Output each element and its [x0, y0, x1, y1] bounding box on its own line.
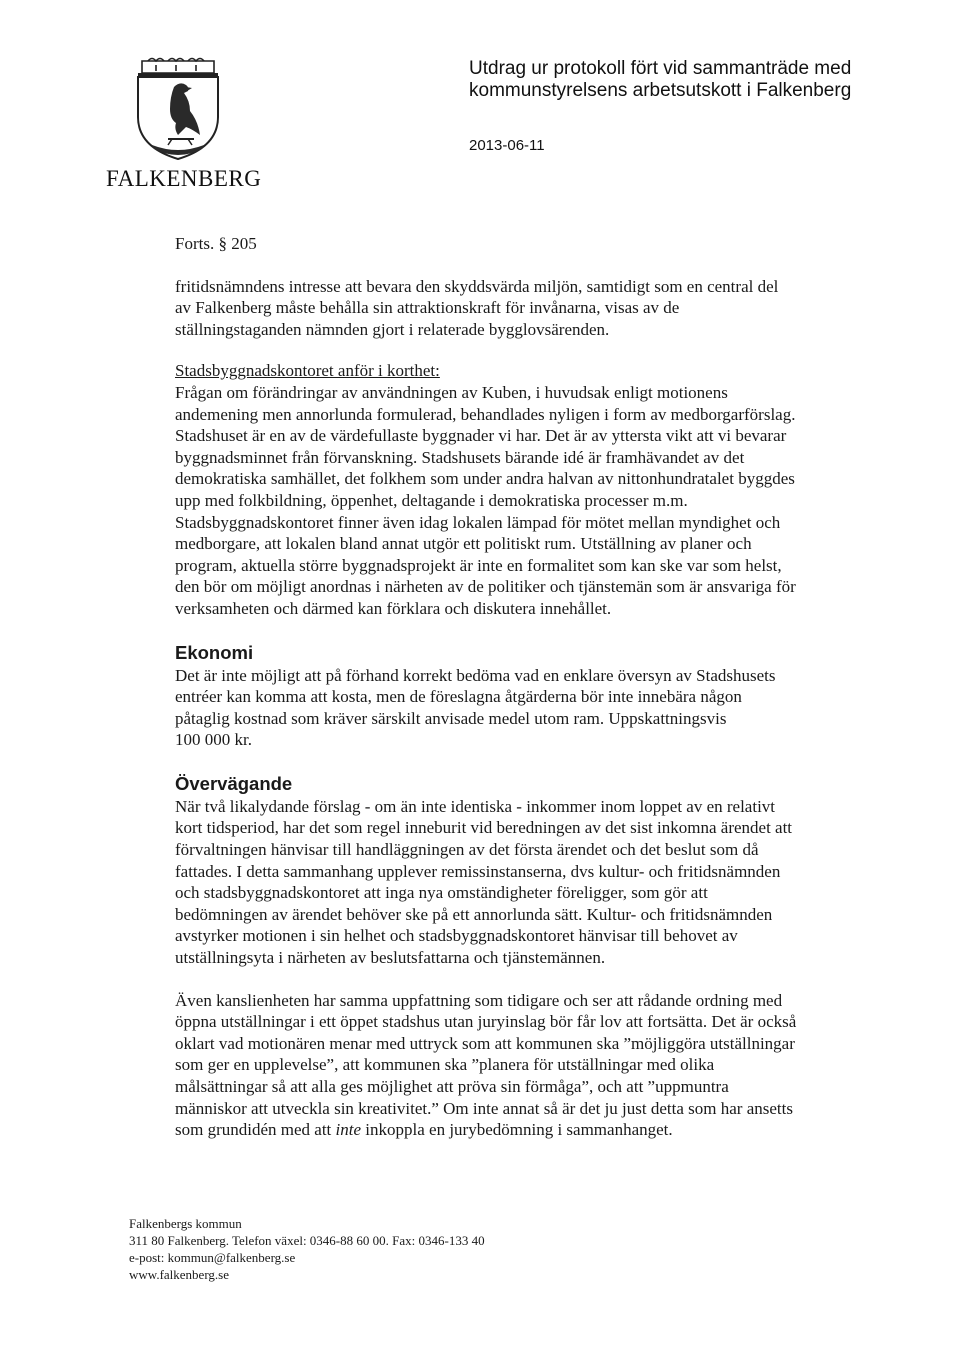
ekonomi-paragraph: [175, 665, 875, 751]
text-line: som ger en upplevelse”, att kommunen ska ”planera för utställningar med olika: [175, 1055, 715, 1075]
text-line: 100 000 kr.: [175, 730, 252, 750]
text-line: upp med folkbildning, öppenhet, deltagande i demokratiska processer m.m.: [175, 490, 688, 510]
emphasis-text: inte: [335, 1120, 362, 1140]
text-line: verksamheten och därmed kan förklara och diskutera innehållet.: [175, 598, 612, 618]
sbk-heading: Stadsbyggnadskontoret anför i korthet:: [175, 361, 440, 381]
text-line: andemening men annorlunda formulerad, behandlades nyligen i form av medborgarförslag.: [175, 404, 796, 424]
title-line: Utdrag ur protokoll fört vid sammanträde med: [469, 58, 852, 79]
text-line: [175, 1119, 875, 1141]
footer-org: Falkenbergs kommun: [129, 1216, 242, 1231]
text-line: När två likalydande förslag - om än inte identiska - inkommer inom loppet av en relativt: [175, 796, 776, 816]
title-line: kommunstyrelsens arbetsutskott i Falkenberg: [469, 80, 852, 101]
coat-of-arms-logo: [128, 55, 228, 165]
footer-address: 311 80 Falkenberg. Telefon växel: 0346-88 60 00. Fax: 0346-133 40: [129, 1233, 485, 1248]
text-line: öppna utställningar i ett öppet stadshus utan juryinslag bör får lov att fortsätta. Det är också: [175, 1012, 797, 1032]
text-line: förvaltningen hänvisar till handläggningen av det första ärendet och det beslut som då: [175, 840, 759, 860]
text-line: ställningstaganden nämnden gjort i relaterade bygglovsärenden.: [175, 319, 610, 339]
text-line: Även kanslienheten har samma uppfattning som tidigare och ser att rådande ordning med: [175, 990, 783, 1010]
text-line: oklart vad motionären menar med uttryck som att kommunen ska ”möjliggöra utställningar: [175, 1033, 795, 1053]
footer-website[interactable]: www.falkenberg.se: [129, 1267, 229, 1282]
section-heading-ekonomi: Ekonomi: [175, 641, 254, 663]
document-title: [469, 58, 909, 102]
text-line: fritidsnämndens intresse att bevara den skyddsvärda miljön, samtidigt som en central del: [175, 276, 779, 296]
text-fragment: inkoppla en jurybedömning i sammanhanget.: [361, 1120, 673, 1140]
paragraph-reference: Forts. § 205: [175, 234, 257, 253]
text-line: påtaglig kostnad som kräver särskilt anvisade medel utom ram. Uppskattningsvis: [175, 708, 727, 728]
text-line: målsättningar så att alla ges möjlighet att pröva sin förmåga”, och att ”uppmuntra: [175, 1077, 729, 1096]
document-footer: [129, 1215, 485, 1283]
text-line: bedömningen av ärendet behöver ske på ett annorlunda sätt. Kultur- och fritidsnämnden: [175, 904, 773, 924]
document-date: 2013-06-11: [469, 137, 545, 154]
text-line: avstyrker motionen i sin helhet och stadsbyggnadskontoret hänvisar till behovet av: [175, 926, 738, 946]
text-line: den bör om möjligt anordnas i närheten av de politiker och tjänstemän som är ansvariga för: [175, 577, 796, 597]
final-paragraph: [175, 990, 875, 1141]
text-line: människor att utveckla sin kreativitet.” Om inte annat så är det ju just detta som har ansetts: [175, 1098, 793, 1118]
text-line: demokratiska samhället, det folkhem som under andra halvan av nittonhundratalet byggdes: [175, 469, 795, 489]
text-line: utställningsyta i närheten av beslutsfattarna och tjänstemännen.: [175, 948, 606, 968]
text-line: Stadsbyggnadskontoret finner även idag lokalen lämpad för mötet mellan myndighet och: [175, 512, 781, 532]
footer-email[interactable]: e-post: kommun@falkenberg.se: [129, 1250, 296, 1265]
text-line: program, aktuella större byggnadsprojekt är inte en formalitet som kan ske var som helst,: [175, 555, 782, 575]
municipality-name: FALKENBERG: [106, 166, 262, 191]
text-line: kort tidsperiod, har det som regel inneburit vid beredningen av det sist inkomna ärendet att: [175, 818, 793, 838]
intro-paragraph: [175, 276, 875, 341]
text-line: och stadsbyggnadskontoret att inga nya omständigheter föreligger, som gör att: [175, 883, 708, 903]
text-line: fattades. I detta sammanhang upplever remissinstanserna, dvs kultur- och fritidsnämnden: [175, 861, 781, 881]
document-body: [175, 233, 875, 1141]
section-heading-overvagande: Övervägande: [175, 772, 293, 794]
text-line: av Falkenberg måste behålla sin attraktionskraft för invånarna, visas av de: [175, 298, 680, 318]
text-line: Det är inte möjligt att på förhand korrekt bedöma vad en enklare översyn av Stadshusets: [175, 665, 776, 685]
overvagande-paragraph: [175, 796, 875, 969]
falcon-shield-icon: [128, 55, 228, 165]
text-line: Frågan om förändringar av användningen av Kuben, i huvudsak enligt motionens: [175, 382, 728, 402]
text-line: medborgare, att lokalen bland annat utgör ett politiskt rum. Utställning av planer och: [175, 534, 752, 554]
text-line: byggnadsminnet från förvanskning. Stadshusets bärande idé är framhävandet av det: [175, 447, 745, 467]
text-line: Stadshuset är en av de värdefullaste byggnader vi har. Det är av yttersta vikt att vi bevarar: [175, 426, 787, 446]
text-line: entréer kan komma att kosta, men de föreslagna åtgärderna bör inte innebära någon: [175, 687, 742, 707]
sbk-paragraph: [175, 360, 875, 619]
text-fragment: som grundidén med att: [175, 1120, 336, 1140]
